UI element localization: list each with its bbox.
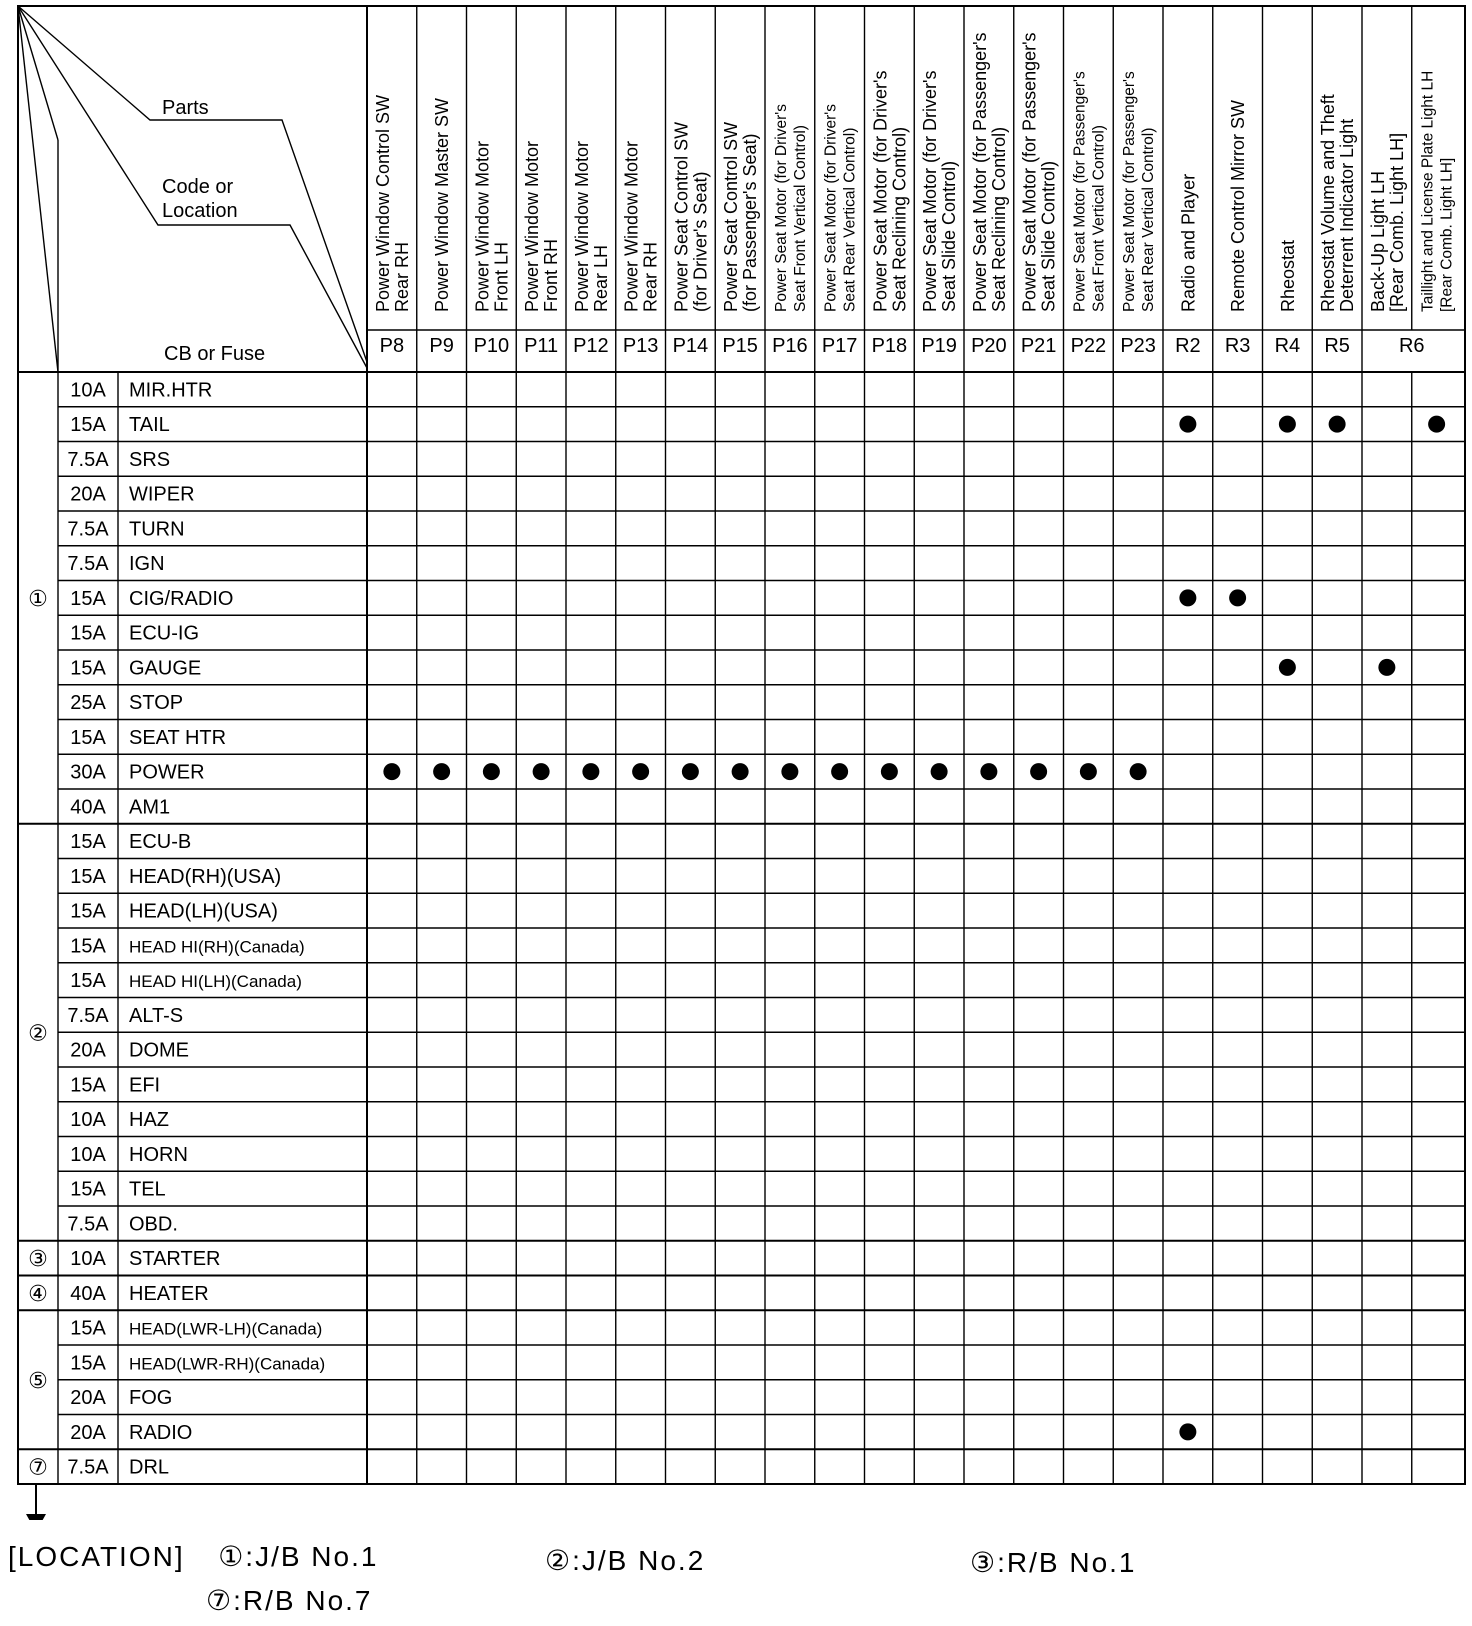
column-code-p18: P18 <box>871 335 908 357</box>
column-name-line: Power Window Motor <box>571 140 592 312</box>
column-name-line: Power Seat Control SW <box>721 121 742 312</box>
column-header-p17 <box>823 104 859 312</box>
column-header-p8 <box>373 95 412 312</box>
group-location-mark: ④ <box>28 1280 48 1306</box>
column-name-line: Seat Front Vertical Control) <box>791 125 809 312</box>
fuse-amperage: 7.5A <box>67 518 109 541</box>
location-text: :J/B No.1 <box>245 1541 379 1572</box>
fuse-name: HEATER <box>129 1282 209 1305</box>
connection-dot <box>781 763 798 780</box>
fuse-name: IGN <box>129 553 165 576</box>
column-header-r6-b <box>1420 71 1456 312</box>
corner-diagonal-location <box>18 6 58 372</box>
connection-dot <box>1229 589 1246 606</box>
fuse-amperage: 15A <box>70 900 106 923</box>
fuse-amperage: 15A <box>70 622 106 645</box>
column-name-line: Rear LH <box>590 244 611 312</box>
fuse-amperage: 40A <box>70 1282 106 1305</box>
fuse-name: HEAD(RH)(USA) <box>129 865 282 888</box>
column-name-line: Deterrent Indicator Light <box>1337 118 1358 312</box>
column-name-line: Back-Up Light LH <box>1367 170 1388 312</box>
column-header-p20 <box>970 32 1009 312</box>
fuse-name: ALT-S <box>129 1004 184 1027</box>
column-header-p12 <box>572 141 611 312</box>
location-arrow-icon <box>26 1514 46 1520</box>
connection-dot <box>1179 416 1196 433</box>
corner-label-parts: Parts <box>162 97 209 119</box>
column-name-line: Power Window Motor <box>472 140 493 312</box>
fuse-amperage: 15A <box>70 414 106 437</box>
group-location-mark: ③ <box>28 1246 48 1272</box>
column-code-p23: P23 <box>1120 335 1156 357</box>
connection-dot <box>1329 416 1346 433</box>
table-row <box>70 727 226 749</box>
column-code-p12: P12 <box>573 335 609 357</box>
table-row <box>70 1248 220 1270</box>
location-text: :R/B No.7 <box>233 1585 373 1616</box>
fuse-amperage: 15A <box>70 1178 106 1201</box>
connection-dot <box>533 763 550 780</box>
column-name-line: Power Seat Motor (for Driver's <box>822 104 840 312</box>
connection-dot <box>1428 416 1445 433</box>
group-location-mark: ② <box>28 1020 48 1046</box>
column-name-line: Seat Rear Vertical Control) <box>841 127 859 312</box>
column-code-p20: P20 <box>971 335 1007 357</box>
fuse-amperage: 10A <box>70 1109 106 1132</box>
column-name-line: Power Window Motor <box>621 140 642 312</box>
column-name-line: Remote Control Mirror SW <box>1228 99 1249 312</box>
column-code-p22: P22 <box>1070 335 1107 357</box>
fuse-name: CIG/RADIO <box>129 587 234 610</box>
column-header-p15 <box>721 122 760 312</box>
fuse-name: OBD. <box>129 1213 178 1236</box>
connection-dot <box>1179 1423 1196 1440</box>
location-item-jb1 <box>218 1541 378 1572</box>
corner-diagonal-fuse <box>18 6 58 140</box>
fuse-name: HEAD(LWR-RH)(Canada) <box>129 1354 326 1374</box>
table-row <box>70 831 191 853</box>
column-code-p9: P9 <box>429 335 454 357</box>
fuse-name: WIPER <box>129 483 195 506</box>
fuse-amperage: 40A <box>70 796 106 819</box>
column-code-r2: R2 <box>1175 335 1201 357</box>
connection-dot <box>582 763 599 780</box>
column-name-line: Power Seat Motor (for Passenger's <box>969 32 990 312</box>
fuse-name: TAIL <box>129 414 170 437</box>
column-name-line: Power Seat Motor (for Passenger's <box>1121 71 1139 312</box>
fuse-name: RADIO <box>129 1421 193 1444</box>
location-mark: ① <box>218 1541 246 1572</box>
connection-dot <box>483 763 500 780</box>
location-label: [LOCATION] <box>8 1541 185 1572</box>
group-location-mark: ① <box>28 585 48 611</box>
connection-dot <box>980 763 997 780</box>
column-header-p22 <box>1071 71 1107 312</box>
column-name-line: Front RH <box>541 238 562 312</box>
location-mark: ③ <box>970 1547 998 1578</box>
table-row <box>70 1422 1196 1444</box>
column-code-p8: P8 <box>379 335 405 357</box>
column-name-line: Seat Slide Control) <box>1038 160 1059 312</box>
connection-dot <box>1378 659 1395 676</box>
table-row <box>67 518 184 540</box>
column-header-p21 <box>1020 32 1059 312</box>
column-header-r2 <box>1178 174 1198 312</box>
fuse-name: HEAD HI(LH)(Canada) <box>129 972 302 992</box>
fuse-amperage: 7.5A <box>67 553 109 576</box>
connection-dot <box>632 763 649 780</box>
column-name-line: Seat Reclining Control) <box>889 126 910 312</box>
fuse-name: FOG <box>129 1387 173 1410</box>
column-name-line: Power Seat Motor (for Driver's <box>870 70 891 312</box>
table-row <box>70 1387 172 1409</box>
fuse-name: EFI <box>129 1074 161 1097</box>
column-name-line: Power Seat Motor (for Passenger's <box>1071 71 1089 312</box>
column-name-line: Power Seat Motor (for Passenger's <box>1019 32 1040 312</box>
table-row <box>67 449 170 471</box>
column-code-r6: R6 <box>1398 335 1425 357</box>
column-code-p19: P19 <box>921 335 957 357</box>
fuse-amperage: 15A <box>70 1317 106 1340</box>
table-row <box>70 414 1445 436</box>
column-header-p19 <box>920 71 959 313</box>
table-row <box>70 623 199 645</box>
fuse-name: STOP <box>129 692 184 715</box>
column-name-line: (for Driver's Seat) <box>690 171 711 312</box>
column-code-p17: P17 <box>821 335 858 357</box>
location-text: :J/B No.2 <box>572 1545 706 1576</box>
connection-dot <box>881 763 898 780</box>
connection-dot <box>1179 589 1196 606</box>
connection-dot <box>1130 763 1147 780</box>
column-name-line: Power Seat Control SW <box>671 121 692 312</box>
column-name-line: Seat Front Vertical Control) <box>1090 125 1108 312</box>
connection-dot <box>931 763 948 780</box>
column-name-line: Power Seat Motor (for Driver's <box>772 104 790 312</box>
table-row <box>70 1352 325 1374</box>
column-name-line: Power Window Master SW <box>432 97 453 312</box>
column-header-p16 <box>773 104 809 312</box>
connection-dot <box>1030 763 1047 780</box>
fuse-name: GAUGE <box>129 657 202 680</box>
fuse-amperage: 15A <box>70 587 106 610</box>
fuse-name: HEAD(LH)(USA) <box>129 900 278 923</box>
column-name-line: Radio and Player <box>1178 173 1199 312</box>
fuse-name: HEAD(LWR-LH)(Canada) <box>129 1319 323 1339</box>
column-name-line: Power Seat Motor (for Driver's <box>920 70 941 312</box>
location-item-rb7 <box>206 1584 373 1617</box>
location-mark: ⑦ <box>206 1585 234 1616</box>
fuse-name: STARTER <box>129 1248 221 1271</box>
table-row <box>70 1074 160 1096</box>
table-row <box>70 1040 189 1062</box>
table-row <box>70 1283 208 1305</box>
column-name-line: [Rear Comb. Light LH] <box>1386 132 1407 312</box>
table-row <box>70 379 212 401</box>
location-item-jb2 <box>545 1544 705 1577</box>
connection-dot <box>383 763 400 780</box>
fuse-name: DOME <box>129 1039 189 1062</box>
column-code-r3: R3 <box>1224 335 1251 357</box>
fuse-amperage: 10A <box>70 379 106 402</box>
table-row <box>70 901 278 923</box>
column-header-p9 <box>432 98 452 312</box>
column-name-line: Seat Reclining Control) <box>988 126 1009 312</box>
column-header-p18 <box>870 71 909 313</box>
fuse-amperage: 7.5A <box>67 448 109 471</box>
column-name-line: Seat Rear Vertical Control) <box>1140 127 1158 312</box>
fuse-name: SEAT HTR <box>129 726 227 749</box>
connection-dot <box>682 763 699 780</box>
column-name-line: Power Window Motor <box>522 140 543 312</box>
fuse-name: ECU-B <box>129 831 192 854</box>
column-name-line: Rheostat Volume and Theft <box>1318 94 1339 312</box>
fuse-amperage: 15A <box>70 1074 106 1097</box>
table-row <box>70 588 1246 610</box>
fuse-name: TEL <box>129 1178 166 1201</box>
fuse-amperage: 10A <box>70 1143 106 1166</box>
location-legend <box>8 1540 378 1573</box>
location-item-rb1 <box>970 1546 1137 1579</box>
fuse-amperage: 10A <box>70 1248 106 1271</box>
column-header-p10 <box>472 141 511 312</box>
table-row <box>70 935 305 957</box>
fuse-amperage: 15A <box>70 1352 106 1375</box>
location-mark: ② <box>545 1545 573 1576</box>
column-code-p10: P10 <box>473 335 510 357</box>
fuse-name: TURN <box>129 518 185 541</box>
fuse-amperage: 25A <box>70 692 106 715</box>
column-header-p11 <box>522 141 561 312</box>
group-location-mark: ⑤ <box>28 1367 48 1393</box>
fuse-amperage: 20A <box>70 1387 106 1410</box>
column-header-p13 <box>622 141 661 312</box>
fuse-name: HAZ <box>129 1109 169 1132</box>
fuse-name: MIR.HTR <box>129 379 213 402</box>
column-name-line: [Rear Comb. Light LH] <box>1438 157 1456 312</box>
fuse-name: ECU-IG <box>129 622 199 645</box>
table-row <box>70 1144 188 1166</box>
column-name-line: Seat Slide Control) <box>939 160 960 312</box>
table-row <box>67 1005 183 1027</box>
column-code-r4: R4 <box>1274 335 1301 357</box>
fuse-amperage: 20A <box>70 1421 106 1444</box>
fuse-name: HEAD HI(RH)(Canada) <box>129 937 305 957</box>
fuse-amperage: 20A <box>70 1039 106 1062</box>
column-name-line: Front LH <box>491 241 512 312</box>
column-name-line: Rear RH <box>391 241 412 312</box>
table-row <box>70 796 170 818</box>
table-row <box>67 1213 177 1235</box>
table-row <box>70 762 1146 784</box>
column-header-p23 <box>1121 71 1157 312</box>
table-row <box>70 970 302 992</box>
column-code-p15: P15 <box>722 335 758 357</box>
column-code-p16: P16 <box>772 335 808 357</box>
column-name-line: Rheostat <box>1277 239 1298 312</box>
column-code-p14: P14 <box>672 335 709 357</box>
corner-label-code-location: Code or <box>162 176 234 198</box>
column-code-p21: P21 <box>1020 335 1057 357</box>
fuse-name: HORN <box>129 1143 188 1166</box>
column-name-line: Rear RH <box>640 241 661 312</box>
column-code-p11: P11 <box>524 335 559 357</box>
fuse-amperage: 30A <box>70 761 106 784</box>
fuse-name: DRL <box>129 1456 170 1479</box>
column-header-r5 <box>1318 94 1357 312</box>
group-location-mark: ⑦ <box>28 1454 48 1480</box>
table-row <box>70 484 194 506</box>
column-header-p14 <box>671 122 710 312</box>
column-header-r3 <box>1228 100 1248 312</box>
column-code-r5: R5 <box>1324 335 1350 357</box>
column-name-line: Taillight and License Plate Light LH <box>1419 70 1437 312</box>
location-text: :R/B No.1 <box>997 1547 1137 1578</box>
fuse-name: AM1 <box>129 796 171 819</box>
connection-dot <box>1279 416 1296 433</box>
fuse-amperage: 7.5A <box>67 1004 109 1027</box>
fuse-name: SRS <box>129 448 171 471</box>
table-row <box>67 553 164 575</box>
connection-dot <box>831 763 848 780</box>
fuse-amperage: 15A <box>70 970 106 993</box>
connection-dot <box>433 763 450 780</box>
corner-label-cb-fuse: CB or Fuse <box>164 343 266 365</box>
column-name-line: Power Window Control SW <box>372 94 393 312</box>
fuse-amperage: 15A <box>70 726 106 749</box>
fuse-amperage: 15A <box>70 865 106 888</box>
connection-dot <box>732 763 749 780</box>
connection-dot <box>1279 659 1296 676</box>
fuse-amperage: 15A <box>70 831 106 854</box>
fuse-amperage: 15A <box>70 657 106 680</box>
column-code-p13: P13 <box>622 335 659 357</box>
fuse-amperage: 15A <box>70 935 106 958</box>
table-row <box>70 657 1395 679</box>
column-name-line: (for Passenger's Seat) <box>740 133 761 312</box>
table-row <box>70 692 183 714</box>
table-row <box>70 1318 322 1340</box>
table-row <box>70 1109 169 1131</box>
fuse-amperage: 7.5A <box>67 1456 109 1479</box>
column-header-r6 <box>1368 133 1407 312</box>
fuse-name: POWER <box>129 761 205 784</box>
table-row <box>70 866 281 888</box>
connection-dot <box>1080 763 1097 780</box>
corner-label-code-location: Location <box>162 200 238 222</box>
column-header-r4 <box>1278 240 1298 312</box>
fuse-amperage: 20A <box>70 483 106 506</box>
fuse-amperage: 7.5A <box>67 1213 109 1236</box>
